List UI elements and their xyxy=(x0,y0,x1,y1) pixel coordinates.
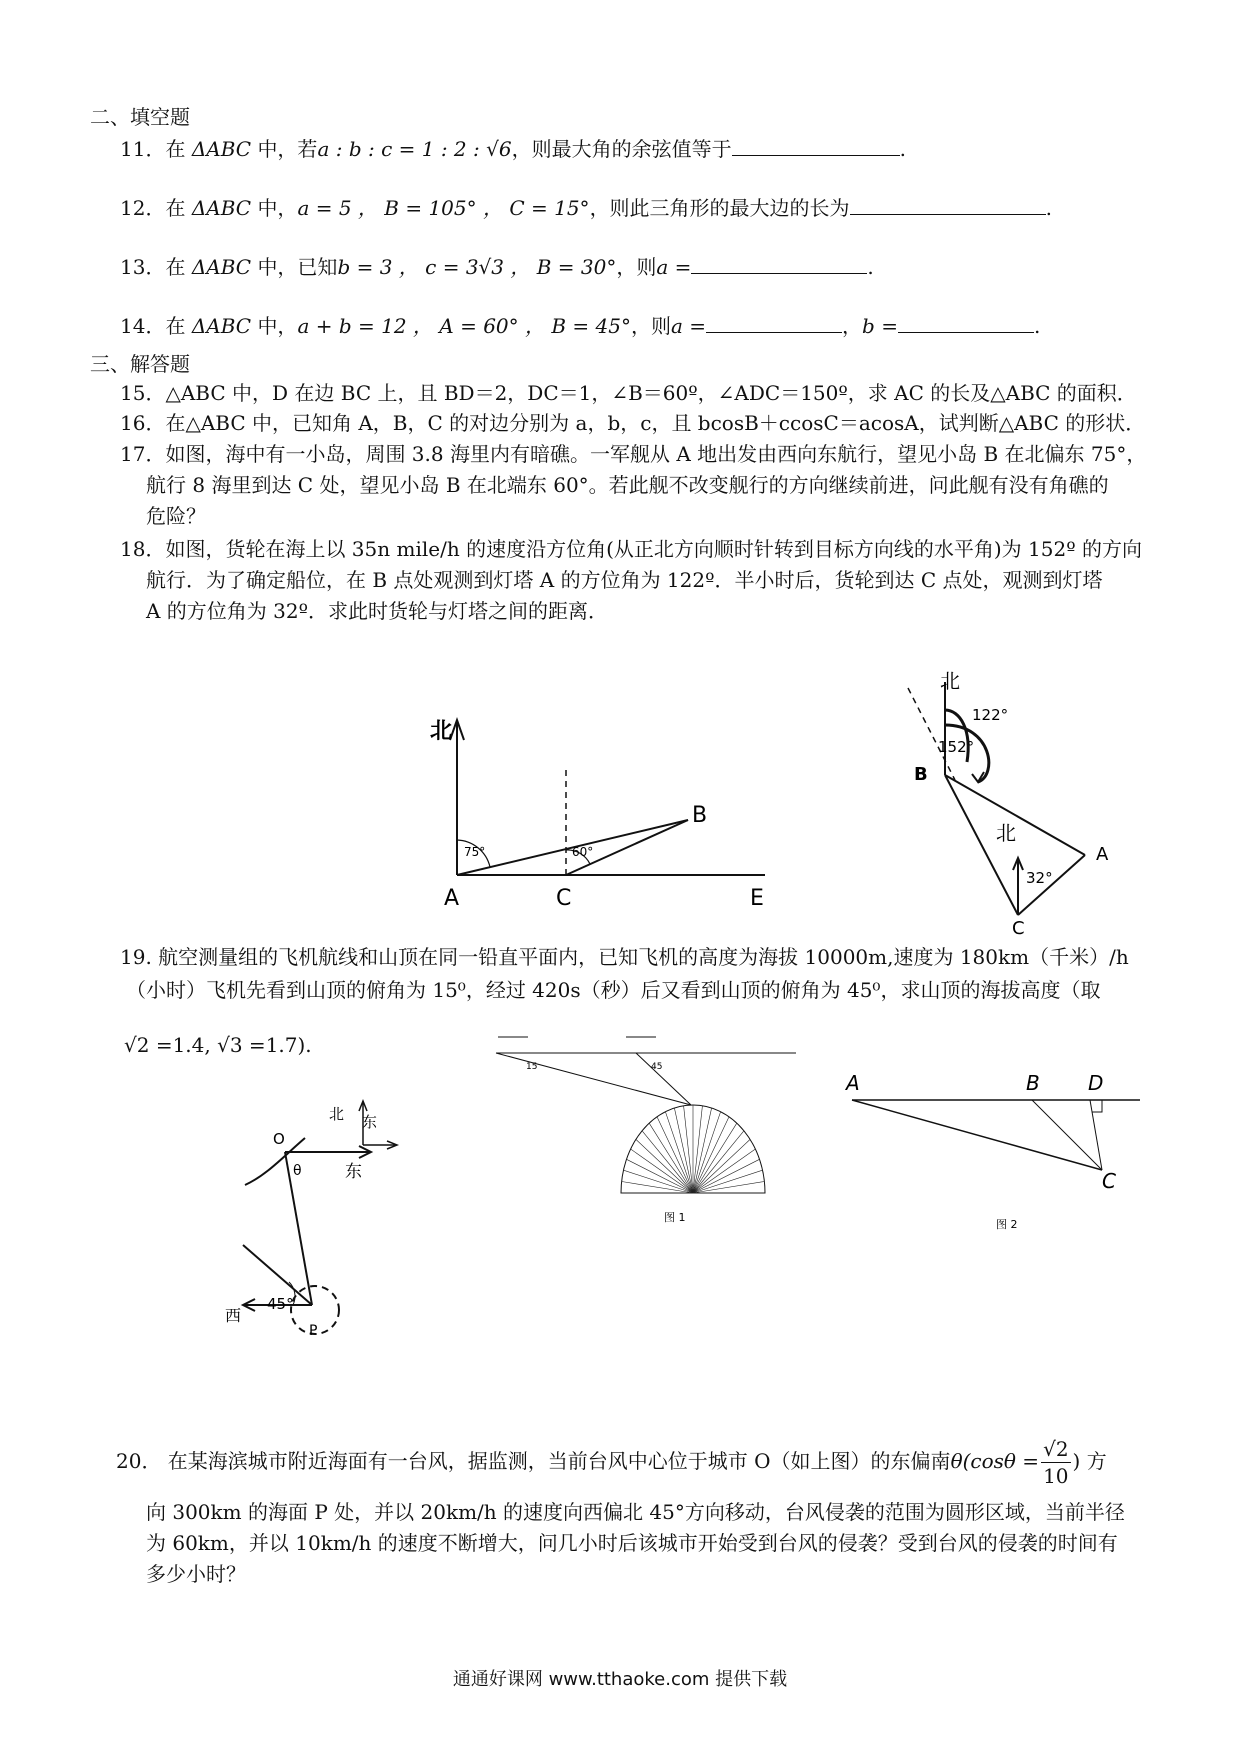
question-12 xyxy=(120,193,1052,223)
fig2-label-b: B xyxy=(1026,1071,1040,1095)
question-19-line-1: 19. 航空测量组的飞机航线和山顶在同一铅直平面内，已知飞机的高度为海拔 10000m,速度为 180km（千米）/h xyxy=(120,945,1129,969)
fig17-angle-60: 60° xyxy=(572,845,594,859)
q12-number: 12． xyxy=(120,196,166,220)
line-ac xyxy=(852,1100,1102,1170)
question-14 xyxy=(120,311,1040,341)
fig2-label-d: D xyxy=(1088,1071,1104,1095)
question-13 xyxy=(120,252,874,282)
question-17-line-3: 危险？ xyxy=(146,504,206,528)
fig1-angle-45: 45 xyxy=(651,1062,663,1072)
figure-18-diagram xyxy=(900,670,1130,935)
q13-pre: 在 xyxy=(165,255,186,279)
fig20-angle-45: 45° xyxy=(267,1295,294,1313)
q14-pre: 在 xyxy=(165,314,186,338)
q14-number: 14． xyxy=(120,314,166,338)
q20-line-1-end: ) 方 xyxy=(1072,1449,1107,1473)
q14-conditions: a + b = 12 ， A = 60° ， B = 45° xyxy=(297,314,631,338)
question-18-line-2: 航行．为了确定船位，在 B 点处观测到灯塔 A 的方位角为 122º．半小时后，货轮到达 C 点处，观测到灯塔 xyxy=(146,568,1103,592)
q12-post: ，则此三角形的最大边的长为 xyxy=(589,196,850,220)
section-fill-title: 二、填空题 xyxy=(90,105,190,129)
q14-post: ，则 xyxy=(630,314,671,338)
q12-pre: 在 xyxy=(165,196,186,220)
q11-number: 11． xyxy=(120,137,166,161)
q20-fraction-denominator: 10 xyxy=(1043,1464,1069,1488)
q14-separator: ， xyxy=(842,314,863,338)
figure-1-diagram xyxy=(486,1025,806,1225)
q11-mid: 中，若 xyxy=(257,137,318,161)
question-20-line-4: 多少小时？ xyxy=(146,1562,246,1586)
q14-end: . xyxy=(1033,314,1041,338)
fig17-label-b: B xyxy=(692,803,708,828)
q11-post: ，则最大角的余弦值等于 xyxy=(511,137,732,161)
fig1-caption: 图 1 xyxy=(664,1211,686,1224)
fig17-angle-75: 75° xyxy=(464,845,486,859)
q11-pre: 在 xyxy=(165,137,186,161)
question-20-line-1 xyxy=(116,1436,1107,1489)
q13-end: . xyxy=(867,255,874,279)
fig2-label-a: A xyxy=(846,1071,860,1095)
page-footer: 通通好课网 www.tthaoke.com 提供下载 xyxy=(452,1669,788,1690)
answer-blank-14a[interactable] xyxy=(706,312,842,333)
q12-triangle: ΔABC xyxy=(191,196,252,220)
q20-cos-expression: θ(cosθ = xyxy=(950,1449,1040,1473)
answer-blank-13[interactable] xyxy=(691,253,867,274)
fig2-caption: 图 2 xyxy=(996,1218,1018,1231)
question-19-line-2: （小时）飞机先看到山顶的俯角为 15⁰，经过 420s（秒）后又看到山顶的俯角为 45⁰，求山顶的海拔高度（取 xyxy=(126,978,1101,1002)
fig17-label-c: C xyxy=(556,886,572,911)
question-18-line-3: A 的方位角为 32º．求此时货轮与灯塔之间的距离． xyxy=(146,599,609,623)
q14-triangle: ΔABC xyxy=(191,314,252,338)
fig20-east-large: 东 xyxy=(345,1162,362,1182)
q13-conditions: b = 3 ， c = 3√3 ， B = 30° xyxy=(337,255,617,279)
fig18-angle-32: 32° xyxy=(1026,869,1053,887)
fig17-label-a: A xyxy=(444,886,460,911)
question-11 xyxy=(120,134,906,164)
q14-mid: 中， xyxy=(257,314,298,338)
q13-number: 13． xyxy=(120,255,166,279)
question-20-line-2: 向 300km 的海面 P 处，并以 20km/h 的速度向西偏北 45°方向移动，台风侵袭的范围为圆形区域，当前半径 xyxy=(146,1500,1125,1524)
q13-var: a = xyxy=(656,255,692,279)
question-16: 16．在△ABC 中，已知角 A，B，C 的对边分别为 a，b，c，且 bcosB＋ccosC＝acosA，试判断△ABC 的形状． xyxy=(120,411,1146,435)
fig1-angle-15: 15 xyxy=(526,1062,538,1072)
figure-20-diagram xyxy=(225,1095,445,1395)
q12-conditions: a = 5 ， B = 105° ， C = 15° xyxy=(297,196,590,220)
figure-2-diagram xyxy=(840,1060,1160,1235)
question-18-line-1: 18．如图，货轮在海上以 35n mile/h 的速度沿方位角(从正北方向顺时针转到目标方向线的水平角)为 152º 的方向 xyxy=(120,537,1142,561)
q14-var-a: a = xyxy=(670,314,707,338)
question-17-line-2: 航行 8 海里到达 C 处，望见小岛 B 在北端东 60°。若此舰不改变舰行的方向继续前进，问此舰有没有角礁的 xyxy=(146,473,1109,497)
answer-blank-11[interactable] xyxy=(732,135,900,156)
question-19-line-3: √2 =1.4, √3 =1.7). xyxy=(124,1033,312,1057)
fig20-label-p: P xyxy=(309,1323,318,1339)
answer-blank-14b[interactable] xyxy=(898,312,1034,333)
sight-line-15 xyxy=(496,1053,691,1105)
fig18-label-c: C xyxy=(1012,918,1025,935)
right-angle-mark xyxy=(1092,1100,1102,1112)
q11-triangle: ΔABC xyxy=(191,137,252,161)
q13-post: ，则 xyxy=(616,255,657,279)
fig17-label-e: E xyxy=(750,886,764,911)
q13-triangle: ΔABC xyxy=(191,255,252,279)
fig20-label-o: O xyxy=(273,1130,285,1148)
q12-mid: 中， xyxy=(257,196,298,220)
answer-blank-12[interactable] xyxy=(850,194,1046,215)
q20-fraction xyxy=(1041,1436,1070,1489)
q12-end: . xyxy=(1045,196,1052,220)
fig17-north-label: 北 xyxy=(430,719,453,744)
section-solve-title: 三、解答题 xyxy=(90,352,190,376)
q11-ratio: a : b : c = 1 : 2 : √6 xyxy=(317,137,512,161)
fig18-north-2: 北 xyxy=(996,821,1016,845)
q11-end: . xyxy=(899,137,906,161)
q14-var-b: b = xyxy=(862,314,898,338)
fig20-theta: θ xyxy=(293,1163,302,1179)
fig20-north: 北 xyxy=(329,1105,345,1123)
fig2-label-c: C xyxy=(1102,1169,1116,1193)
fig20-west: 西 xyxy=(225,1306,242,1325)
fig18-north-1: 北 xyxy=(940,670,960,693)
question-20-line-3: 为 60km，并以 10km/h 的速度不断增大，问几小时后该城市开始受到台风的侵袭？受到台风的侵袭的时间有 xyxy=(146,1531,1118,1555)
q20-line-1-text: 20． 在某海滨城市附近海面有一台风，据监测，当前台风中心位于城市 O（如上图）的东偏南 xyxy=(116,1449,951,1473)
q13-mid: 中，已知 xyxy=(257,255,338,279)
question-15: 15．△ABC 中，D 在边 BC 上，且 BD＝2，DC＝1，∠B＝60º，∠ADC＝150º，求 AC 的长及△ABC 的面积． xyxy=(120,381,1137,405)
question-17-line-1: 17．如图，海中有一小岛，周围 3.8 海里内有暗礁。一军舰从 A 地出发由西向东航行，望见小岛 B 在北偏东 75°， xyxy=(120,442,1147,466)
fig18-label-b: B xyxy=(914,764,928,785)
q20-fraction-numerator: √2 xyxy=(1043,1437,1069,1461)
fig18-label-a: A xyxy=(1096,844,1109,865)
fig18-angle-152: 152° xyxy=(938,738,975,756)
fig20-east-small: 东 xyxy=(362,1113,378,1131)
fig18-angle-122: 122° xyxy=(972,706,1009,724)
figure-17-diagram xyxy=(420,700,780,915)
